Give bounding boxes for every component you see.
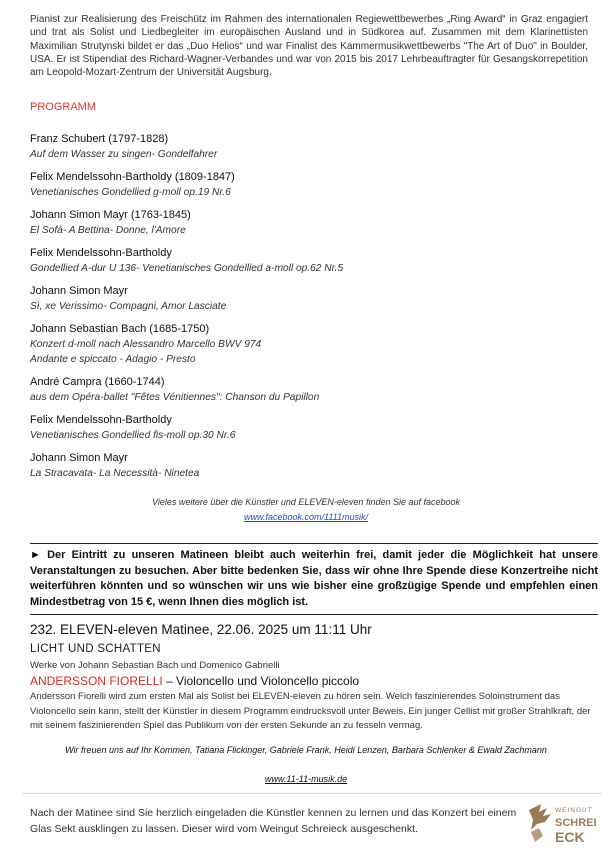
program-piece: El Sofà- A Bettina- Donne, l'Amore [30, 225, 186, 236]
artist-name: ANDERSSON FIORELLI [30, 674, 163, 688]
program-heading: PROGRAMM [30, 101, 96, 113]
program-piece: Auf dem Wasser zu singen- Gondelfahrer [30, 149, 218, 160]
program-item [30, 131, 590, 162]
program-piece: aus dem Opéra-ballet "Fêtes Vénitiennes": Chanson du Papillon [30, 392, 320, 403]
footer-text: Nach der Matinee sind Sie herzlich eingeladen die Künstler kennen zu lernen und das Konzert bei einem Glas Sekt ausklingen zu lassen. Dieser wird vom Weingut Schreieck ausgeschenkt. [30, 807, 517, 835]
matinee-works: Werke von Johann Sebastian Bach und Domenico Gabrielli [30, 660, 280, 671]
program-composer: Felix Mendelssohn-Bartholdy [30, 414, 172, 426]
program-piece: Sì, xe Verissimo- Compagni, Amor Lasciate [30, 301, 227, 312]
logo-text-eck: ECK [555, 829, 585, 845]
program-piece: Venetianisches Gondellied fis-moll op.30 Nr.6 [30, 430, 236, 441]
program-composer: Johann Simon Mayr (1763-1845) [30, 209, 191, 221]
bird-emblem-icon [529, 804, 551, 842]
program-item [30, 245, 590, 276]
program-composer: Felix Mendelssohn-Bartholdy (1809-1847) [30, 171, 235, 183]
intro-paragraph: Pianist zur Realisierung des Freischütz im Rahmen des internationalen Regiewettbewerbes „Ring Award“ in Graz engagiert und trat als Solist und Liedbegleiter im europäischen Ausland und in Südkorea auf. Zusammen mit dem Klarinettisten Maximilian Strutynski bildet er das „Duo Helios“ und war Finalist des Kammermusikwettbewerbs "The Art of Duo" in Boulder, USA. Er ist Stipendiat des Richard-Wagner-Verbandes und war von 2015 bis 2017 Lehrbeauftragter für Gesangskorrepetition am Leopold-Mozart-Zentrum der Universität Augsburg. [30, 14, 588, 79]
matinee-title: 232. ELEVEN-eleven Matinee, 22.06. 2025 um 11:11 Uhr [30, 622, 372, 637]
website-link[interactable]: www.11-11-musik.de [264, 774, 348, 784]
bottom-divider [30, 614, 598, 615]
matinee-subtitle: LICHT UND SCHATTEN [30, 643, 161, 655]
matinee-artist-line [30, 674, 359, 688]
notice-arrow-icon: ► [30, 549, 41, 561]
thanks-line: Wir freuen uns auf Ihr Kommen, Tatiana Flickinger, Gabriele Frank, Heidi Lenzen, Barbara Schlenker & Ewald Zachmann [65, 745, 547, 755]
program-piece: Andante e spiccato - Adagio - Presto [30, 354, 196, 365]
program-composer: André Campra (1660-1744) [30, 376, 165, 388]
program-item [30, 169, 590, 200]
program-piece: La Stracavata- La Necessità- Ninetea [30, 468, 200, 479]
program-piece: Konzert d-moll nach Alessandro Marcello BWV 974 [30, 339, 262, 350]
facebook-link[interactable]: www.facebook.com/1111musik/ [243, 512, 369, 522]
program-item [30, 374, 590, 405]
program-composer: Felix Mendelssohn-Bartholdy [30, 247, 172, 259]
program-item [30, 321, 590, 367]
program-composer: Johann Simon Mayr [30, 452, 128, 464]
program-piece: Gondellied A-dur U 136- Venetianisches Gondellied a-moll op.62 Nr.5 [30, 263, 344, 274]
program-item [30, 412, 590, 443]
logo-text-weingut: WEINGUT [555, 807, 593, 814]
program-composer: Johann Simon Mayr [30, 285, 128, 297]
notice-text: Der Eintritt zu unseren Matineen bleibt auch weiterhin frei, damit jeder die Möglichkeit hat unsere Veranstaltungen zu besuchen. Aber bitte bedenken Sie, dass wir ohne Ihre Spende diese Konzertreihe nicht weiterführen könnten und so wünschen wir uns wie bisher eine großzügige Spende und empfehlen einen Mindestbetrag von 15 €, wenn Ihnen dies möglich ist. [30, 549, 598, 609]
program-composer: Franz Schubert (1797-1828) [30, 133, 169, 145]
footer-divider [22, 793, 602, 794]
program-composer: Johann Sebastian Bach (1685-1750) [30, 323, 210, 335]
top-divider [30, 543, 598, 544]
matinee-description: Andersson Fiorelli wird zum ersten Mal als Solist bei ELEVEN-eleven zu hören sein. Welch faszinierendes Soloinstrument das Violoncello sein kann, stellt der Künstler in diesem Programm eindrucksvoll unter Beweis. Ein junger Cellist mit großer Strahlkraft, der mit seinem faszinierenden Spiel das Publikum von der ersten Sekunde an zu fesseln vermag. [30, 691, 591, 732]
facebook-note: Vieles weitere über die Künstler und ELEVEN-eleven finden Sie auf facebook [151, 497, 461, 507]
logo-text-schrei: SCHREI [555, 817, 597, 829]
program-item [30, 450, 590, 481]
program-item [30, 207, 590, 238]
weingut-schreieck-logo [525, 802, 597, 850]
program-item [30, 283, 590, 314]
program-piece: Venetianisches Gondellied g-moll op.19 Nr.6 [30, 187, 231, 198]
donation-notice [30, 548, 598, 611]
artist-instrument: – Violoncello und Violoncello piccolo [162, 674, 360, 688]
